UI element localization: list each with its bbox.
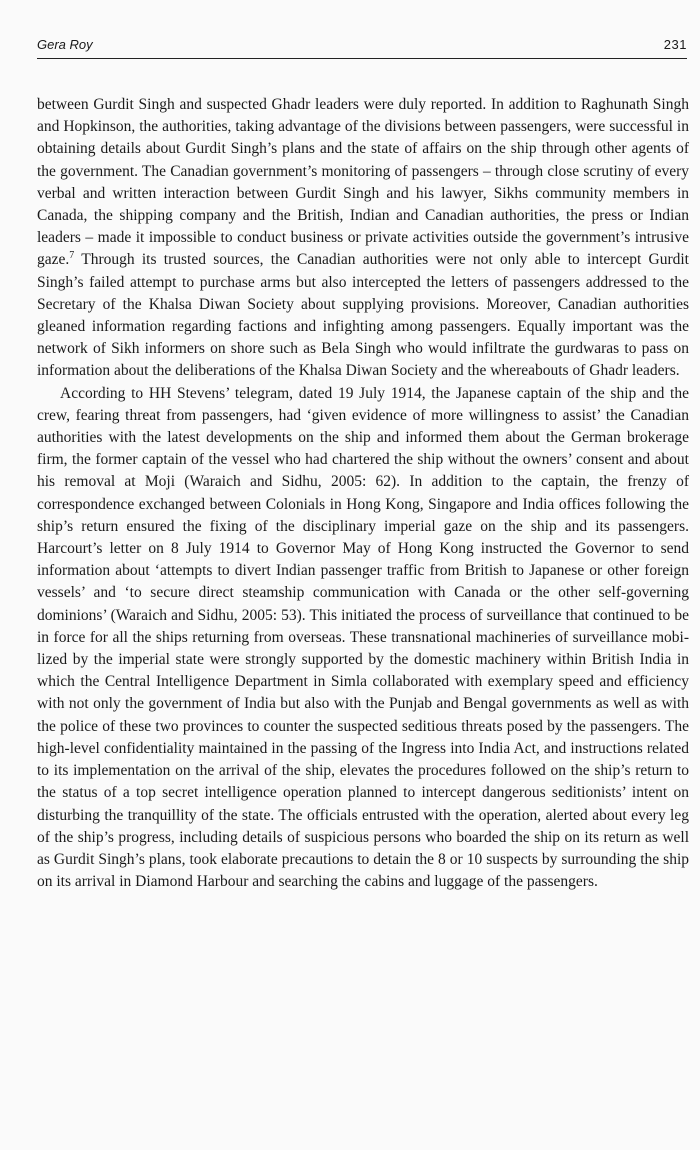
paragraph-1-text-b: Through its trusted sources, the Canadian authorities were not only able to intercept Gurdit Singh’s failed attempt to purchase arms but also intercepted the letters of passengers addressed to the Secretary of the Khalsa Diwan Society about supplying provisions. Moreover, Canadian authorities gleaned information regarding factions and infighting among passengers. Equally important was the network of Sikh informers on shore such as Bela Singh who would infiltrate the gurdwaras to pass on information about the deliberations of the Khalsa Diwan Society and the whereabouts of Ghadr leaders. — [37, 251, 689, 380]
paragraph-1-text-a: between Gurdit Singh and suspected Ghadr leaders were duly reported. In addition to Raghunath Singh and Hopkinson, the authorities, taking advantage of the divisions between passengers, were successful in obtaining details about Gurdit Singh’s plans and the state of affairs on the ship through other agents of the government. The Canadian government’s monitoring of passengers – through close scrutiny of every verbal and written interaction between Gurdit Singh and his lawyer, Sikhs community members in Canada, the shipping company and the British, Indian and Canadian authorities, the press or Indian leaders – made it impossible to conduct business or private activities outside the government’s intrusive gaze. — [37, 96, 689, 269]
page-number: 231 — [663, 37, 687, 52]
paragraph-2: According to HH Stevens’ telegram, dated 19 July 1914, the Japanese captain of the ship and the crew, fearing threat from passengers, had ‘given evidence of more willingness to assist’ the Canadian authorities with the latest developments on the ship and informed them about the German brokerage firm, the former captain of the vessel who had chartered the ship without the owners’ consent and about his removal at Moji (Waraich and Sidhu, 2005: 62). In addition to the captain, the frenzy of correspondence exchanged between Colonials in Hong Kong, Singapore and India offices following the ship’s return ensured the fixing of the disciplinary imperial gaze on the ship and its passengers. Harcourt’s letter on 8 July 1914 to Governor May of Hong Kong instructed the Governor to send information about ‘attempts to divert Indian passenger traffic from British to Japanese or other foreign vessels’ and ‘to secure direct steamship communication with Canada or the other self-governing dominions’ (Waraich and Sidhu, 2005: 53). This initiated the process of surveillance that continued to be in force for all the ships returning from overseas. These transnational machineries of surveillance mobilized by the imperial state were strongly supported by the domestic machinery within British India in which the Central Intelligence Department in Simla collaborated with exemplary speed and efficiency with not only the government of India but also with the Punjab and Bengal governments as well as with the police of these two provinces to counter the suspected seditious threats posed by the passengers. The high-level confidentiality maintained in the passing of the Ingress into India Act, and instructions related to its implementation on the arrival of the ship, elevates the procedures followed on the ship’s return to the status of a top secret intelligence operation planned to intercept dangerous seditionists’ intent on disturbing the tranquillity of the state. The officials entrusted with the operation, alerted about every leg of the ship’s progress, including details of suspicious persons who boarded the ship on its return as well as Gurdit Singh’s plans, took elaborate precautions to detain the 8 or 10 suspects by surrounding the ship on its arrival in Diamond Harbour and searching the cabins and luggage of the passengers. — [37, 384, 689, 891]
article-body — [37, 94, 689, 893]
running-head-author: Gera Roy — [37, 37, 93, 52]
paragraph-1 — [37, 94, 689, 383]
running-header — [37, 36, 687, 59]
footnote-marker-7: 7 — [69, 250, 75, 262]
